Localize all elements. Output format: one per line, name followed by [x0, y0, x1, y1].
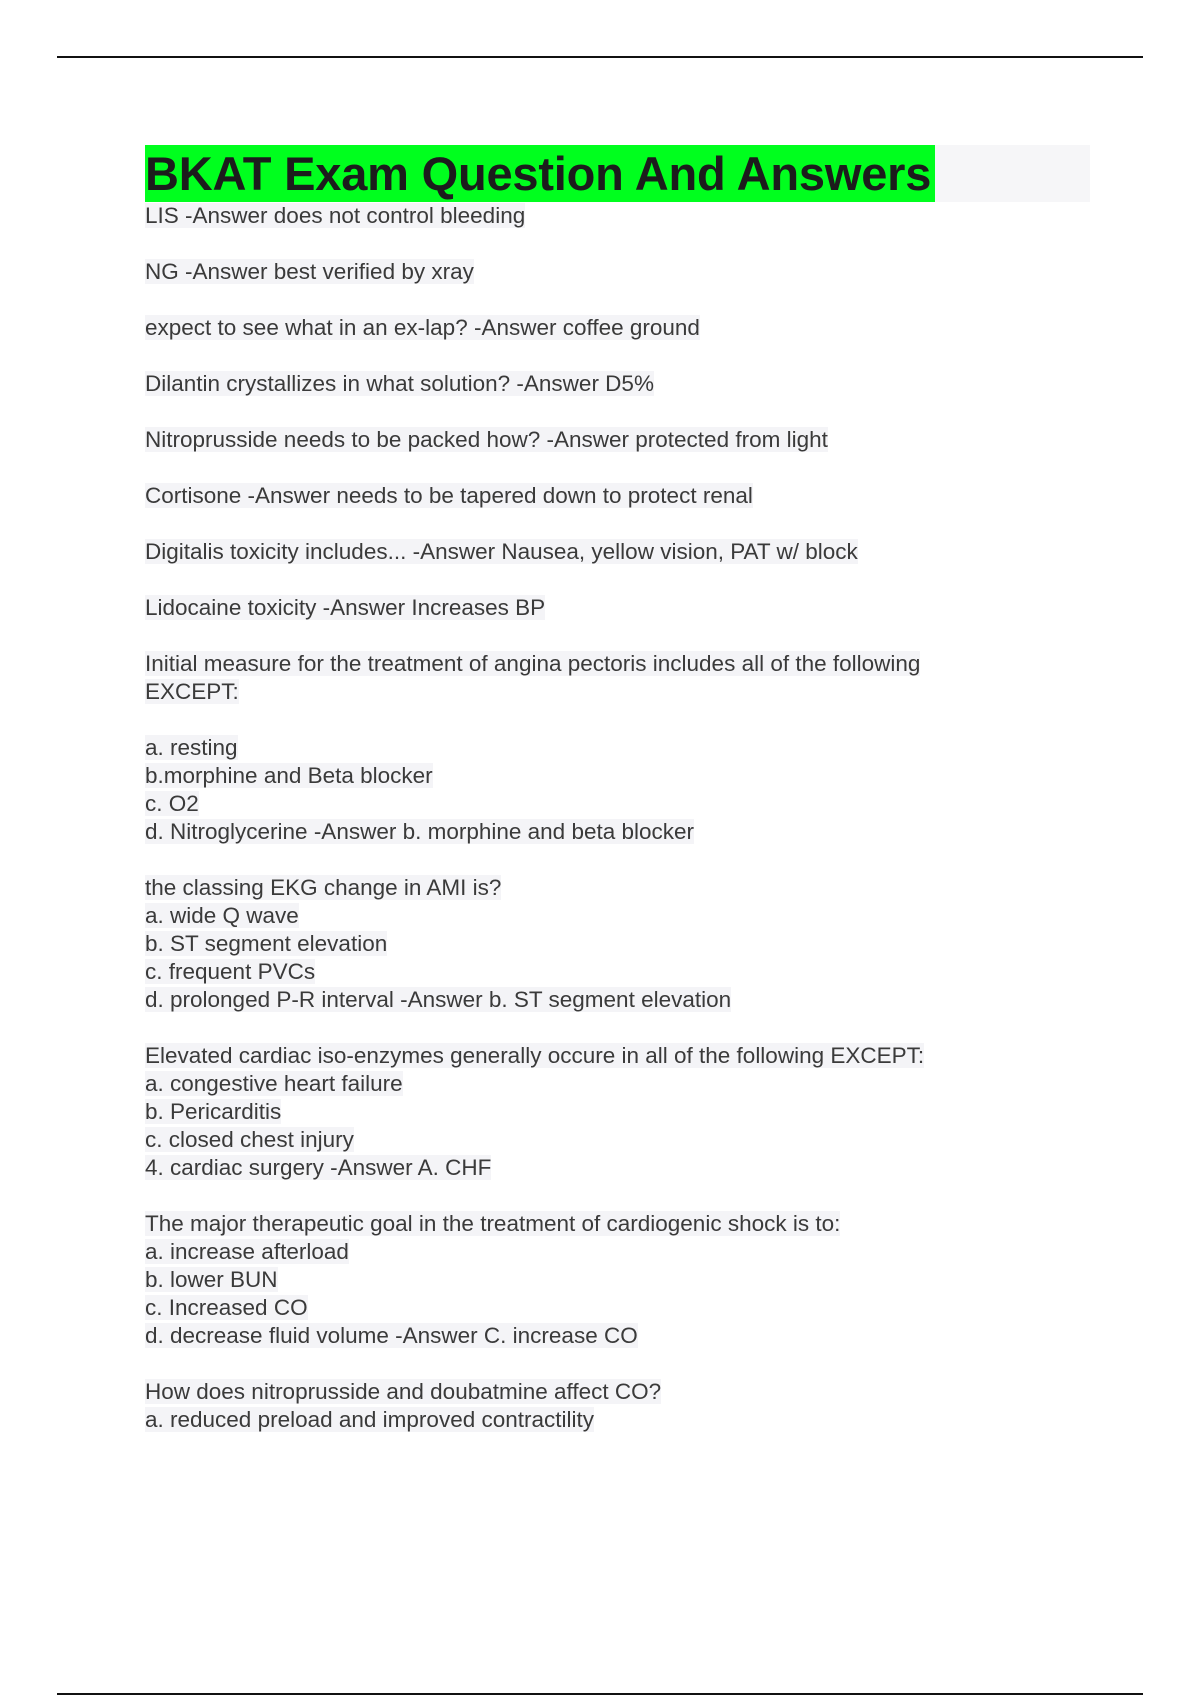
qa-line-text: b. ST segment elevation [145, 931, 388, 956]
document-title: BKAT Exam Question And Answers [145, 145, 935, 202]
qa-line-text: expect to see what in an ex-lap? -Answer coffee ground [145, 315, 700, 340]
bottom-rule [57, 1693, 1143, 1695]
qa-line-text: c. closed chest injury [145, 1127, 354, 1152]
qa-line [145, 370, 1090, 398]
qa-line [145, 678, 1090, 706]
qa-line-text: a. congestive heart failure [145, 1071, 403, 1096]
qa-line [145, 1210, 1090, 1238]
qa-item [145, 1378, 1090, 1434]
qa-line-text: 4. cardiac surgery -Answer A. CHF [145, 1155, 492, 1180]
qa-line-text: LIS -Answer does not control bleeding [145, 203, 526, 228]
qa-line [145, 958, 1090, 986]
qa-line [145, 790, 1090, 818]
qa-line-text: Lidocaine toxicity -Answer Increases BP [145, 595, 546, 620]
qa-line [145, 930, 1090, 958]
qa-line [145, 762, 1090, 790]
qa-line [145, 734, 1090, 762]
qa-item [145, 874, 1090, 1014]
qa-line [145, 650, 1090, 678]
qa-line [145, 1042, 1090, 1070]
qa-item [145, 1210, 1090, 1350]
qa-line-text: EXCEPT: [145, 679, 239, 704]
qa-line-text: Elevated cardiac iso-enzymes generally occure in all of the following EXCEPT: [145, 1043, 925, 1068]
qa-item [145, 258, 1090, 286]
qa-line-text: NG -Answer best verified by xray [145, 259, 474, 284]
qa-line [145, 426, 1090, 454]
qa-line-text: a. resting [145, 735, 238, 760]
document-body [145, 145, 1090, 1462]
qa-item [145, 482, 1090, 510]
qa-line [145, 594, 1090, 622]
qa-line-text: b. lower BUN [145, 1267, 278, 1292]
qa-line-text: c. frequent PVCs [145, 959, 316, 984]
qa-line [145, 874, 1090, 902]
qa-item [145, 426, 1090, 454]
qa-line [145, 1070, 1090, 1098]
qa-line [145, 1406, 1090, 1434]
qa-line-text: How does nitroprusside and doubatmine affect CO? [145, 1379, 662, 1404]
qa-line-text: a. reduced preload and improved contractility [145, 1407, 595, 1432]
qa-item [145, 1042, 1090, 1182]
qa-line-text: c. Increased CO [145, 1295, 308, 1320]
qa-line-text: a. increase afterload [145, 1239, 349, 1264]
top-rule [57, 56, 1143, 58]
qa-line [145, 1322, 1090, 1350]
qa-line-text: c. O2 [145, 791, 199, 816]
qa-item [145, 370, 1090, 398]
qa-line [145, 482, 1090, 510]
qa-list [145, 202, 1090, 1434]
qa-line-text: a. wide Q wave [145, 903, 299, 928]
qa-line-text: b.morphine and Beta blocker [145, 763, 433, 788]
qa-line [145, 202, 1090, 230]
qa-item [145, 594, 1090, 622]
qa-item [145, 314, 1090, 342]
qa-line [145, 1126, 1090, 1154]
qa-line-text: d. decrease fluid volume -Answer C. increase CO [145, 1323, 638, 1348]
qa-line [145, 986, 1090, 1014]
qa-line-text: d. Nitroglycerine -Answer b. morphine and beta blocker [145, 819, 695, 844]
qa-line-text: Cortisone -Answer needs to be tapered down to protect renal [145, 483, 753, 508]
qa-line [145, 538, 1090, 566]
qa-line [145, 1098, 1090, 1126]
qa-line-text: The major therapeutic goal in the treatment of cardiogenic shock is to: [145, 1211, 841, 1236]
qa-item [145, 538, 1090, 566]
qa-line [145, 1154, 1090, 1182]
qa-line-text: Nitroprusside needs to be packed how? -Answer protected from light [145, 427, 828, 452]
qa-line [145, 1378, 1090, 1406]
qa-line [145, 1238, 1090, 1266]
qa-line-text: d. prolonged P-R interval -Answer b. ST segment elevation [145, 987, 732, 1012]
qa-line [145, 706, 1090, 734]
qa-line [145, 902, 1090, 930]
qa-line [145, 1294, 1090, 1322]
qa-line [145, 1266, 1090, 1294]
qa-line-text: Dilantin crystallizes in what solution? -Answer D5% [145, 371, 654, 396]
title-banner [145, 145, 1090, 202]
qa-line-text: Digitalis toxicity includes... -Answer Nausea, yellow vision, PAT w/ block [145, 539, 858, 564]
qa-line [145, 818, 1090, 846]
qa-line-text: b. Pericarditis [145, 1099, 282, 1124]
qa-item [145, 202, 1090, 230]
qa-line [145, 314, 1090, 342]
qa-line [145, 258, 1090, 286]
qa-line-text: the classing EKG change in AMI is? [145, 875, 502, 900]
qa-line-text: Initial measure for the treatment of angina pectoris includes all of the following [145, 651, 921, 676]
qa-item [145, 650, 1090, 846]
